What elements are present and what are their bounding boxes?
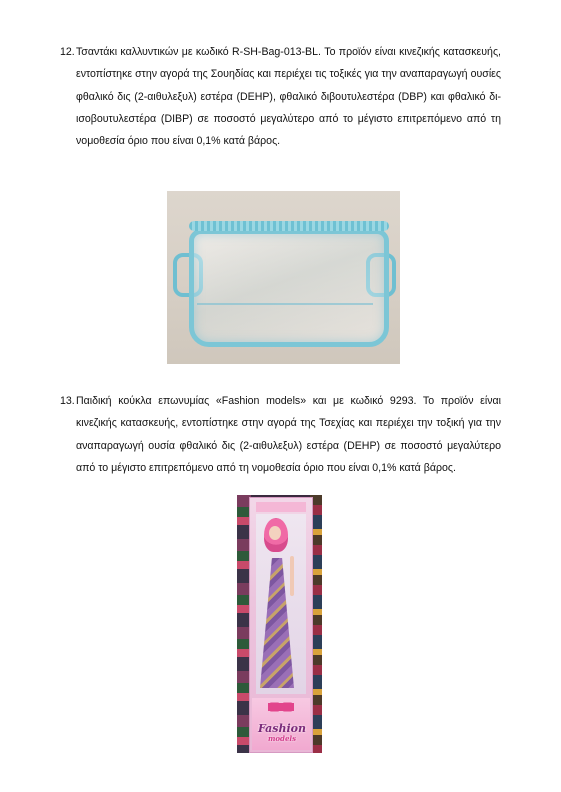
doll-face bbox=[269, 526, 281, 540]
doll-package bbox=[249, 497, 313, 753]
package-logo bbox=[254, 724, 310, 744]
item-number: 12. bbox=[60, 46, 75, 58]
doll-arm bbox=[290, 556, 294, 596]
list-item-12 bbox=[60, 41, 501, 152]
item-number: 13. bbox=[60, 395, 75, 407]
list-item-13 bbox=[60, 390, 501, 479]
logo-line-1: Fashion bbox=[257, 722, 307, 735]
doll-box-photo bbox=[237, 495, 322, 753]
item-description: Τσαντάκι καλλυντικών με κωδικό R-SH-Bag-013-BL. Το προϊόν είναι κινεζικής κατασκευής, εντοπίστηκε στην αγορά της Σουηδίας και περιέχει τις τοξικές για την αναπαραγωγή ουσίες φθαλικό δις (2-αιθυλεξυλ) εστέρα (DEHP), φθαλικό διβουτυλεστέρα (DBP) και φθαλικό δι-ισοβουτυλεστέρα (DIBP) σε ποσοστό μεγαλύτερο από το μέγιστο επιτρεπόμενο από τη νομοθεσία όριο που είναι 0,1% κατά βάρος. bbox=[76, 46, 501, 148]
cosmetic-bag-photo bbox=[167, 191, 400, 364]
bag-zipper bbox=[189, 221, 389, 231]
package-header bbox=[256, 502, 306, 512]
logo-line-2: models bbox=[267, 734, 297, 743]
bag-body bbox=[189, 229, 389, 347]
bow-icon bbox=[268, 700, 294, 714]
bag-seam bbox=[197, 303, 373, 305]
item-description: Παιδική κούκλα επωνυμίας «Fashion models» και με κωδικό 9293. Το προϊόν είναι κινεζικής κατασκευής, εντοπίστηκε στην αγορά της Τσεχίας και περιέχει την τοξική για την αναπαραγωγή ουσία φθαλικό δις (2-αιθυλεξυλ) εστέρα (DEHP) σε ποσοστό μεγαλύτερο από το μέγιστο επιτρεπόμενο από τη νομοθεσία όριο που είναι 0,1% κατά βάρος. bbox=[76, 395, 501, 474]
